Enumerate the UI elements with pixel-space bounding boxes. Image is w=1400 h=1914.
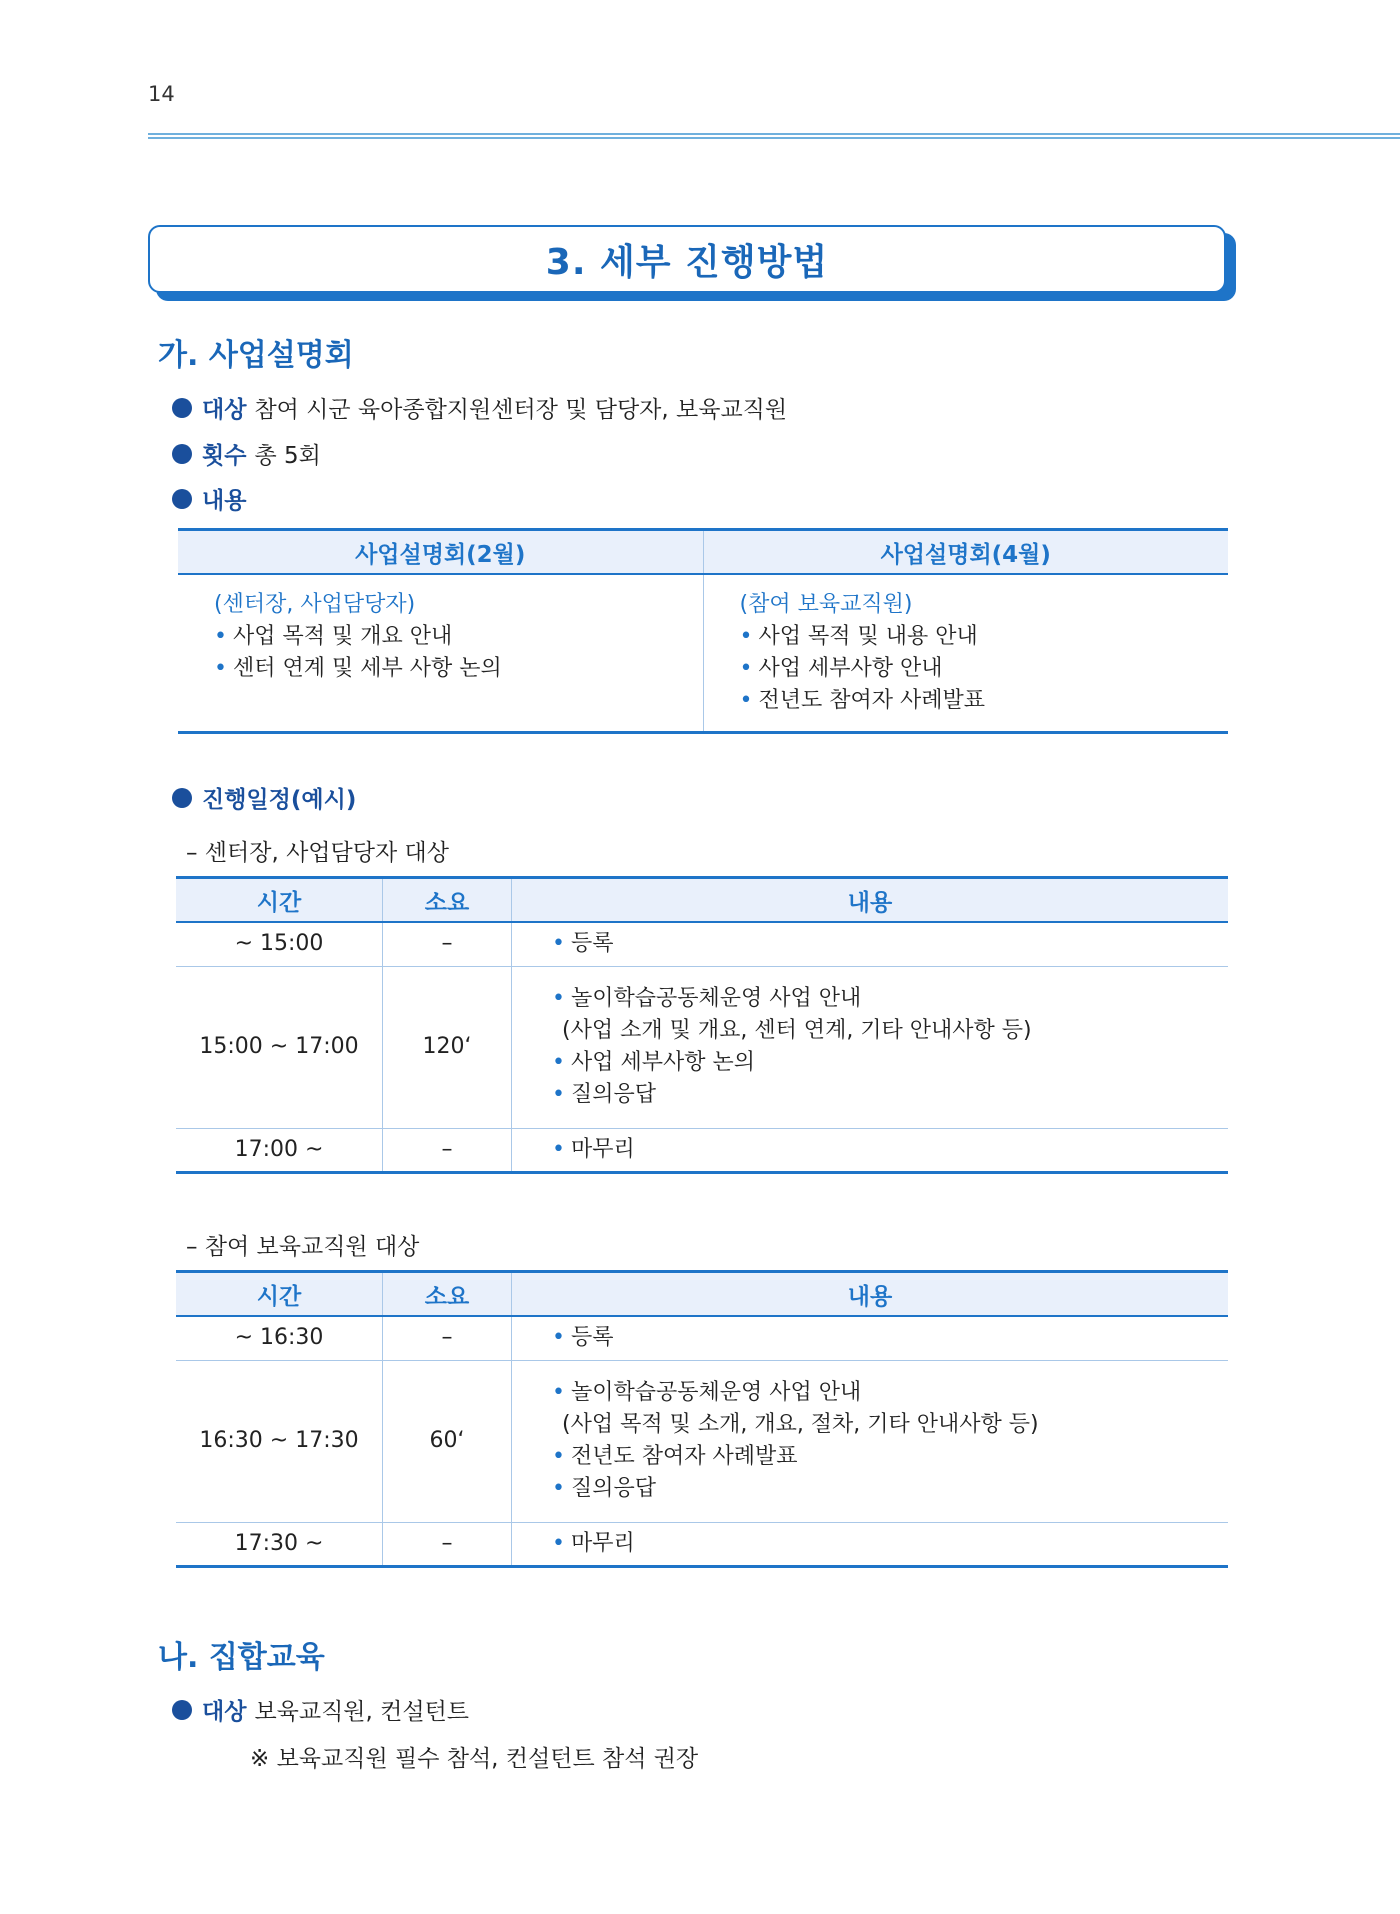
table-row [176, 922, 1228, 966]
schedule-table-2 [176, 1270, 1228, 1568]
target-text: 참여 시군 육아종합지원센터장 및 담당자, 보육교직원 [254, 397, 788, 423]
content-cell [512, 922, 1229, 966]
target-text: 보육교직원, 컨설턴트 [254, 1699, 470, 1725]
subsection-heading-a: 가. 사업설명회 [158, 338, 354, 373]
table-header: 시간 [176, 878, 383, 923]
table-header: 내용 [512, 878, 1229, 923]
bullet-dot-icon [172, 788, 192, 808]
table-row [176, 1522, 1228, 1566]
count-text: 총 5회 [254, 443, 321, 469]
schedule-line [172, 781, 364, 814]
table-row [176, 1316, 1228, 1360]
target-label: 대상 [202, 1699, 247, 1725]
schedule1-caption: – 센터장, 사업담당자 대상 [186, 840, 449, 866]
bullet-dot-icon [172, 489, 192, 509]
schedule-table-1 [176, 876, 1228, 1174]
subsection-heading-b: 나. 집합교육 [158, 1640, 325, 1675]
list-item: • 질의응답 [552, 1079, 1228, 1111]
duration-cell: – [383, 1316, 512, 1360]
table-header-row [176, 1272, 1228, 1317]
table-header: 내용 [512, 1272, 1229, 1317]
table-header: 시간 [176, 1272, 383, 1317]
duration-cell: – [383, 922, 512, 966]
schedule-label: 진행일정(예시) [202, 787, 357, 813]
list-item: • 마무리 [552, 1531, 635, 1556]
schedule2-caption: – 참여 보육교직원 대상 [186, 1234, 420, 1260]
content-cell [512, 1360, 1229, 1522]
header-rule [148, 133, 1400, 139]
list-item: • 사업 세부사항 논의 [552, 1047, 1228, 1079]
list-item: • 등록 [552, 1325, 614, 1350]
section-title-box [148, 225, 1226, 293]
list-item: • 전년도 참여자 사례발표 [552, 1441, 1228, 1473]
content-cell [512, 1316, 1229, 1360]
table-row [178, 574, 1228, 733]
content-cell [512, 1522, 1229, 1566]
duration-cell: – [383, 1128, 512, 1172]
table-header: 사업설명회(2월) [178, 530, 703, 575]
time-cell: 15:00 ~ 17:00 [176, 966, 383, 1128]
cell-heading: (참여 보육교직원) [739, 592, 913, 617]
list-item: • 등록 [552, 931, 614, 956]
table-cell [703, 574, 1228, 733]
target-label: 대상 [202, 397, 247, 423]
duration-cell: – [383, 1522, 512, 1566]
attendance-note: ※ 보육교직원 필수 참석, 컨설턴트 참석 권장 [250, 1746, 699, 1772]
list-item: • 사업 목적 및 내용 안내 [740, 621, 1229, 653]
table-row [176, 1128, 1228, 1172]
table-cell [178, 574, 703, 733]
list-item: • 센터 연계 및 세부 사항 논의 [214, 653, 703, 685]
duration-cell: 60‘ [383, 1360, 512, 1522]
duration-cell: 120‘ [383, 966, 512, 1128]
bullet-dot-icon [172, 1700, 192, 1720]
table-header-row [176, 878, 1228, 923]
content-line [172, 482, 254, 515]
list-item-detail: (사업 목적 및 소개, 개요, 절차, 기타 안내사항 등) [562, 1412, 1039, 1437]
table-header: 소요 [383, 1272, 512, 1317]
content-label: 내용 [202, 488, 247, 514]
list-item: • 마무리 [552, 1137, 635, 1162]
section-title: 3. 세부 진행방법 [545, 241, 829, 283]
count-line [172, 437, 321, 470]
table-row [176, 1360, 1228, 1522]
list-item: • 놀이학습공동체운영 사업 안내 [552, 1377, 1228, 1409]
table-header: 소요 [383, 878, 512, 923]
briefing-content-table [178, 528, 1228, 734]
count-label: 횟수 [202, 443, 247, 469]
table-header: 사업설명회(4월) [703, 530, 1228, 575]
list-item: • 전년도 참여자 사례발표 [740, 685, 1229, 717]
list-item: • 질의응답 [552, 1473, 1228, 1505]
bullet-dot-icon [172, 444, 192, 464]
time-cell: 16:30 ~ 17:30 [176, 1360, 383, 1522]
time-cell: 17:00 ~ [176, 1128, 383, 1172]
cell-heading: (센터장, 사업담당자) [214, 592, 416, 617]
page-number: 14 [148, 82, 175, 106]
table-row [176, 966, 1228, 1128]
table-header-row [178, 530, 1228, 575]
target-line [172, 391, 787, 424]
content-cell [512, 1128, 1229, 1172]
list-item: • 사업 세부사항 안내 [740, 653, 1229, 685]
content-cell [512, 966, 1229, 1128]
bullet-dot-icon [172, 398, 192, 418]
time-cell: ~ 15:00 [234, 931, 324, 957]
list-item: • 사업 목적 및 개요 안내 [214, 621, 703, 653]
time-cell: ~ 16:30 [234, 1325, 324, 1351]
list-item-detail: (사업 소개 및 개요, 센터 연계, 기타 안내사항 등) [562, 1018, 1032, 1043]
time-cell: 17:30 ~ [176, 1522, 383, 1566]
list-item: • 놀이학습공동체운영 사업 안내 [552, 983, 1228, 1015]
target-line-b [172, 1693, 469, 1726]
